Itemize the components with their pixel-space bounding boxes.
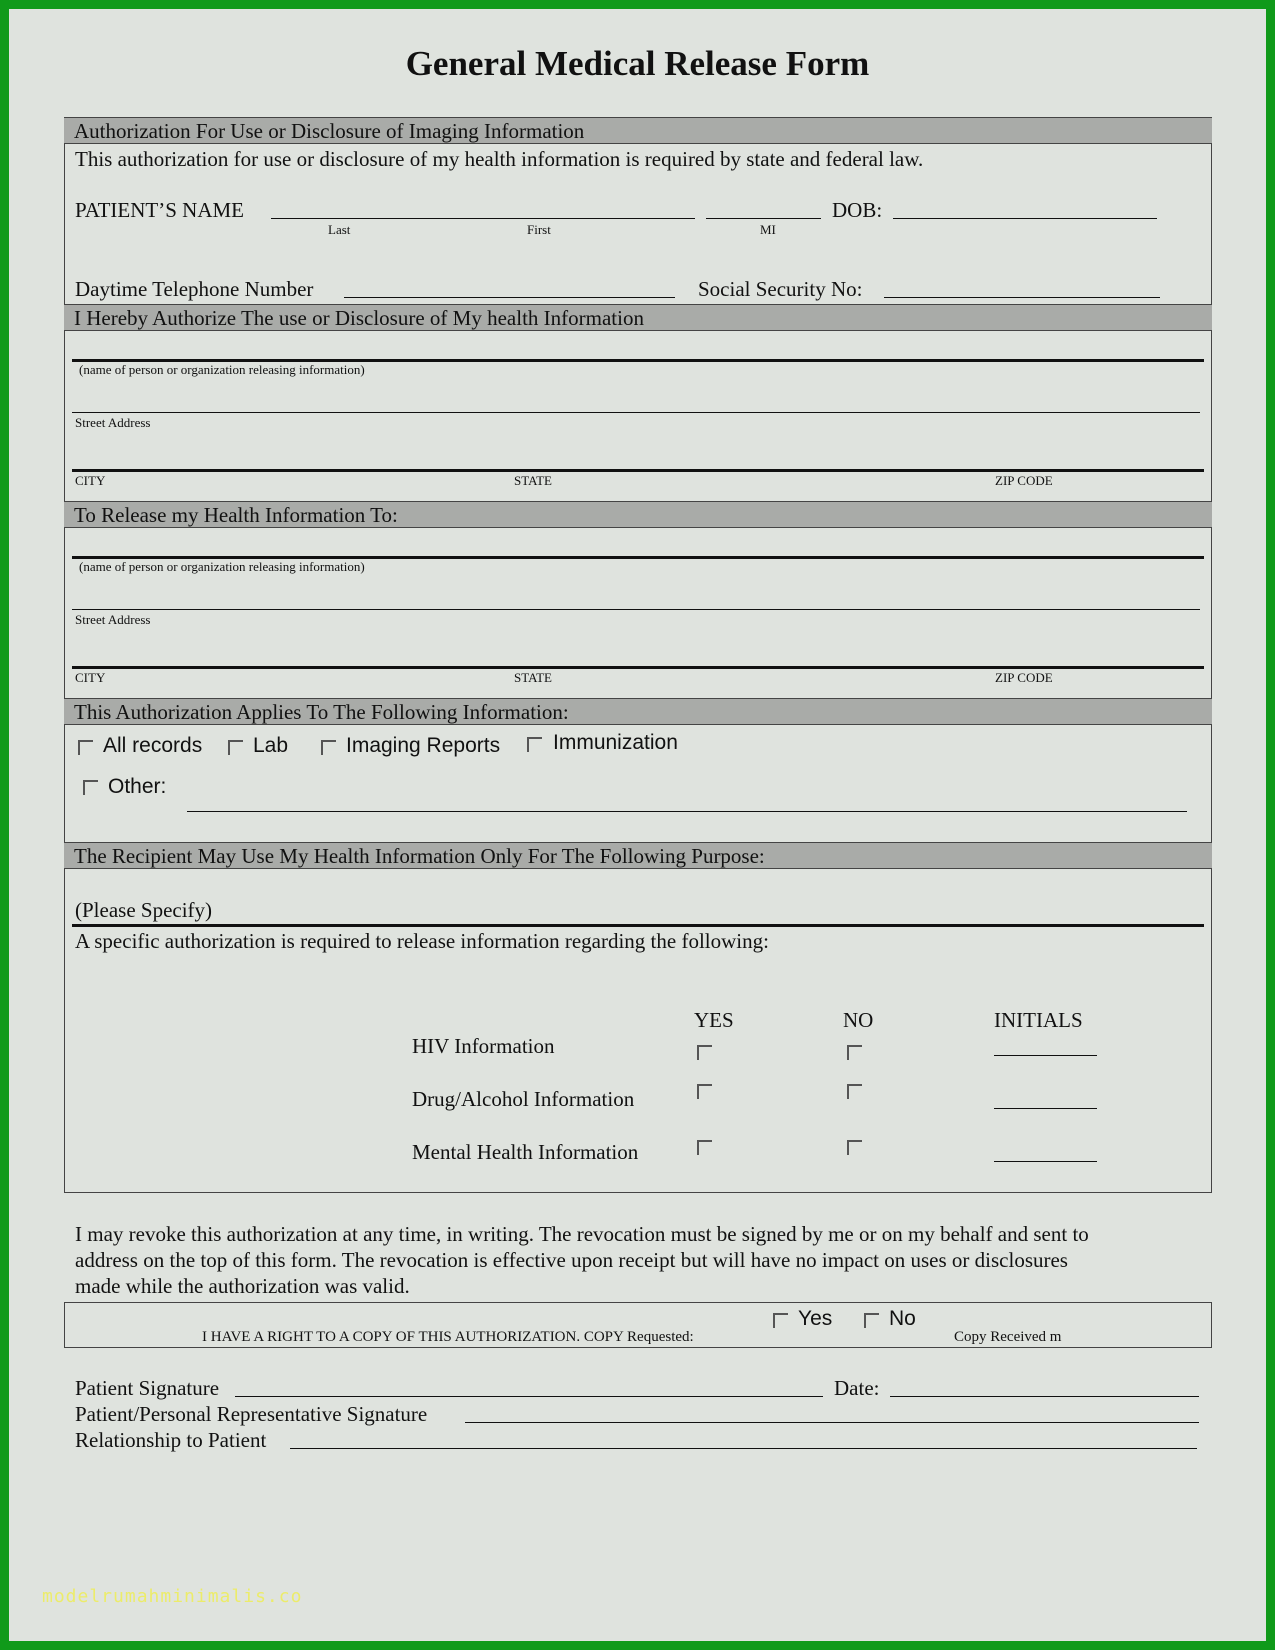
patient-name-label: PATIENT’S NAME xyxy=(75,198,244,222)
rep-signature-field[interactable] xyxy=(465,1422,1199,1423)
hiv-row-label: HIV Information xyxy=(412,1034,555,1058)
hiv-initials-field[interactable] xyxy=(994,1055,1097,1056)
phone-field[interactable] xyxy=(344,297,675,298)
recipient-city-state-zip-field[interactable] xyxy=(72,666,1204,669)
rep-signature-label: Patient/Personal Representative Signature xyxy=(75,1402,428,1426)
please-specify-label: (Please Specify) xyxy=(75,898,213,922)
mental-health-row-label: Mental Health Information xyxy=(412,1140,639,1164)
drug-alcohol-yes-checkbox[interactable] xyxy=(697,1084,712,1099)
phone-label: Daytime Telephone Number xyxy=(75,277,314,301)
col-no-header: NO xyxy=(843,1008,874,1032)
other-checkbox[interactable] xyxy=(83,780,98,795)
releasing-city-state-zip-field[interactable] xyxy=(72,469,1204,472)
copy-yes-checkbox[interactable] xyxy=(773,1313,788,1328)
sub-label-first: First xyxy=(527,222,551,237)
relationship-label: Relationship to Patient xyxy=(75,1428,267,1452)
section1-header-band xyxy=(64,117,1212,144)
copy-right-text: I HAVE A RIGHT TO A COPY OF THIS AUTHORIZATION. COPY Requested: xyxy=(202,1329,694,1345)
revoke-text-line-2: address on the top of this form. The revocation is effective upon receipt but will have no impact on uses or disclosures xyxy=(75,1248,1068,1272)
ssn-label: Social Security No: xyxy=(698,277,863,301)
all-records-checkbox[interactable] xyxy=(78,740,93,755)
section5-header-band xyxy=(64,842,1212,869)
other-field[interactable] xyxy=(187,811,1187,812)
other-label: Other: xyxy=(108,775,167,798)
patient-mi-field[interactable] xyxy=(706,218,821,219)
hiv-no-checkbox[interactable] xyxy=(847,1045,862,1060)
patient-signature-field[interactable] xyxy=(235,1396,823,1397)
dob-field[interactable] xyxy=(893,218,1157,219)
section1-intro: This authorization for use or disclosure of my health information is required by state and federal law. xyxy=(75,147,924,171)
section2-header-band xyxy=(64,304,1212,331)
date-field[interactable] xyxy=(890,1396,1199,1397)
section5-header: The Recipient May Use My Health Information Only For The Following Purpose: xyxy=(74,844,765,868)
imaging-reports-label: Imaging Reports xyxy=(346,734,501,757)
copy-yes-label: Yes xyxy=(798,1307,833,1330)
drug-alcohol-no-checkbox[interactable] xyxy=(847,1084,862,1099)
mental-health-yes-checkbox[interactable] xyxy=(697,1140,712,1155)
copy-no-checkbox[interactable] xyxy=(864,1313,879,1328)
purpose-field[interactable] xyxy=(72,924,1204,927)
col-yes-header: YES xyxy=(694,1008,734,1032)
drug-alcohol-initials-field[interactable] xyxy=(994,1108,1097,1109)
revoke-text-line-1: I may revoke this authorization at any time, in writing. The revocation must be signed by me or on my behalf and sent to xyxy=(75,1222,1089,1246)
drug-alcohol-row-label: Drug/Alcohol Information xyxy=(412,1087,635,1111)
relationship-field[interactable] xyxy=(290,1448,1197,1449)
releasing-name-caption: (name of person or organization releasing information) xyxy=(79,362,365,377)
form-title: General Medical Release Form xyxy=(405,44,870,83)
col-initials-header: INITIALS xyxy=(994,1008,1083,1032)
sub-label-mi: MI xyxy=(760,222,776,237)
hiv-yes-checkbox[interactable] xyxy=(697,1045,712,1060)
copy-received-text: Copy Received m xyxy=(954,1329,1062,1345)
ssn-field[interactable] xyxy=(884,297,1160,298)
releasing-street-field[interactable] xyxy=(72,412,1200,413)
imaging-reports-checkbox[interactable] xyxy=(321,740,336,755)
all-records-label: All records xyxy=(103,734,203,757)
patient-signature-label: Patient Signature xyxy=(75,1376,220,1400)
specific-authorization-note: A specific authorization is required to release information regarding the following: xyxy=(75,929,769,953)
section4-header-band xyxy=(64,698,1212,725)
releasing-state-caption: STATE xyxy=(514,473,552,488)
date-label: Date: xyxy=(834,1376,880,1400)
releasing-zip-caption: ZIP CODE xyxy=(995,473,1053,488)
recipient-city-caption: CITY xyxy=(75,670,106,685)
immunization-checkbox[interactable] xyxy=(527,737,542,752)
mental-health-no-checkbox[interactable] xyxy=(847,1140,862,1155)
section2-header: I Hereby Authorize The use or Disclosure of My health Information xyxy=(74,306,644,330)
recipient-zip-caption: ZIP CODE xyxy=(995,670,1053,685)
mental-health-initials-field[interactable] xyxy=(994,1161,1097,1162)
sub-label-last: Last xyxy=(328,222,351,237)
section4-header: This Authorization Applies To The Following Information: xyxy=(74,700,569,724)
releasing-street-caption: Street Address xyxy=(75,415,151,430)
recipient-state-caption: STATE xyxy=(514,670,552,685)
recipient-street-caption: Street Address xyxy=(75,612,151,627)
lab-label: Lab xyxy=(253,734,289,757)
lab-checkbox[interactable] xyxy=(228,740,243,755)
copy-no-label: No xyxy=(889,1307,916,1330)
revoke-text-line-3: made while the authorization was valid. xyxy=(75,1274,410,1298)
recipient-street-field[interactable] xyxy=(72,609,1200,610)
section3-header-band xyxy=(64,501,1212,528)
watermark-text: modelrumahminimalis.co xyxy=(42,1586,303,1607)
immunization-label: Immunization xyxy=(553,731,678,754)
section1-header: Authorization For Use or Disclosure of Imaging Information xyxy=(74,119,585,143)
patient-name-field[interactable] xyxy=(271,218,695,219)
section3-header: To Release my Health Information To: xyxy=(74,503,398,527)
recipient-name-caption: (name of person or organization releasing information) xyxy=(79,559,365,574)
releasing-city-caption: CITY xyxy=(75,473,106,488)
dob-label: DOB: xyxy=(832,198,883,222)
